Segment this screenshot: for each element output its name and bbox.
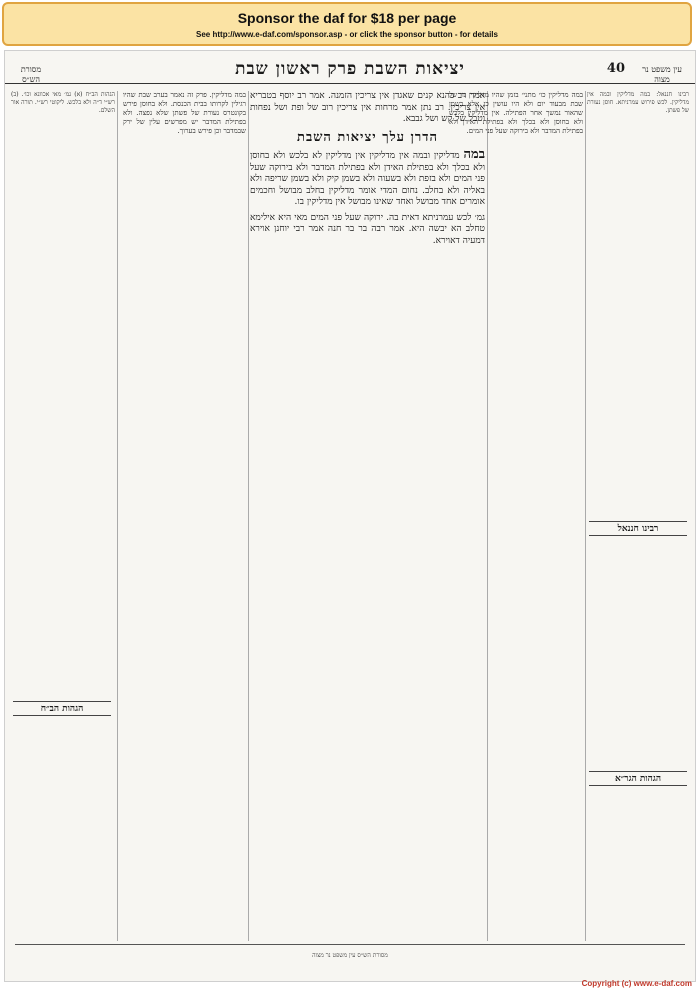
folio-number: 40 xyxy=(606,61,625,76)
footer-rule xyxy=(15,944,685,945)
tosafot-commentary xyxy=(123,91,246,941)
mesoret-label: מסורת הש״ס xyxy=(20,65,42,84)
right-margin-notes xyxy=(587,91,689,941)
hagahot-hagra-heading: הגהות הגר״א xyxy=(589,771,687,786)
margin-text: הגהות הב״ח (א) גמ׳ מאי אכוונא וכו׳. (ב) רש״י ד״ה ולא בלכש. ליקוטי רש״י. תורה אור השלם. xyxy=(11,91,115,114)
margin-text: רבינו חננאל: במה מדליקין ובמה אין מדליקין. לכש פירוש עמרניתא. חוסן נעורת של פשתן. xyxy=(587,91,689,114)
sponsor-details[interactable]: See http://www.e-daf.com/sponsor.asp - or click the sponsor button - for details xyxy=(196,30,498,39)
mishnah-paragraph xyxy=(250,149,485,209)
opening-word: במה xyxy=(463,147,485,162)
left-margin-notes xyxy=(11,91,115,941)
chapter-heading: הדרן עלך יציאות השבת xyxy=(297,129,438,145)
hagahot-habach-heading: הגהות הב״ח xyxy=(13,701,111,716)
running-title: יציאות השבת פרק ראשון שבת xyxy=(235,59,465,79)
gemara-paragraph: אמר רב כהנא קנים שאגדן אין צריכין הזמנה. אמר רב יוסף בטבריא אין צריכין. רב נתן אמר מרחות אין צריכין רוב של ופת ושל נפחות וטבל של קש ושל גבבא. xyxy=(250,91,485,124)
column-divider xyxy=(585,91,586,941)
footer-text: מסורת הש״ס עין משפט נר מצוה xyxy=(312,952,388,959)
copyright-notice[interactable]: Copyright (c) www.e-daf.com xyxy=(581,979,692,988)
sponsor-banner[interactable] xyxy=(2,2,692,46)
column-divider xyxy=(248,91,249,941)
rabbeinu-chananel-heading: רבינו חננאל xyxy=(589,521,687,536)
gemara-text xyxy=(250,91,485,941)
rashi-text: במה מדליקין כו׳ מתני׳ בזמן שהיו מדליקין נר של שבת מבעוד יום ולא היו עושין כן אלא בשמן שהאור נמשך אחר הפתילה. אין מדליקין בלכש ולא בחוסן ולא בכלך ולא בפתילת האידן ולא בפתילת המדבר ולא בירוקה שעל פני המים. xyxy=(449,91,583,135)
page-header xyxy=(5,57,695,84)
column-divider xyxy=(117,91,118,941)
sponsor-title[interactable]: Sponsor the daf for $18 per page xyxy=(237,10,457,26)
gemara-paragraph: גמ׳ לכש עמרניתא דאית בה. ירוקה שעל פני המים מאי היא אילימא טחלב הא יבשה היא. אמר רבה בר בר חנה אמר רבי יוחנן אוירא דמעיה דאוירא. xyxy=(250,212,485,246)
mishnah-text: מדליקין ובמה אין מדליקין אין מדליקין לא בלכש ולא בחוסן ולא בכלך ולא בפתילת האידן ולא בפתילת המדבר ולא בירוקה שעל פני המים ולא בזפת ולא בשעוה ולא בשמן קיק ולא בשמן שריפה ולא באליה ולא בחלב. נחום המדי אומר מדליקין בחלב מבושל וחכמים אומרים אחד מבושל ואחד שאינו מבושל אין מדליקין בו. xyxy=(250,151,485,207)
talmud-page xyxy=(4,50,696,982)
tosafot-text: במה מדליקין. פרק זה נאמר בערב שבת שהיו רגילין לקרותו בבית הכנסת. ולא בחוסן פירש בקונטרס נעורת של פשתן שלא נפצה. ולא בפתילת המדבר יש מפרשים עלין של ירק שבמדבר וכן פירש בערוך. xyxy=(123,91,246,135)
ein-mishpat-label: עין משפט נר מצוה xyxy=(642,65,682,84)
